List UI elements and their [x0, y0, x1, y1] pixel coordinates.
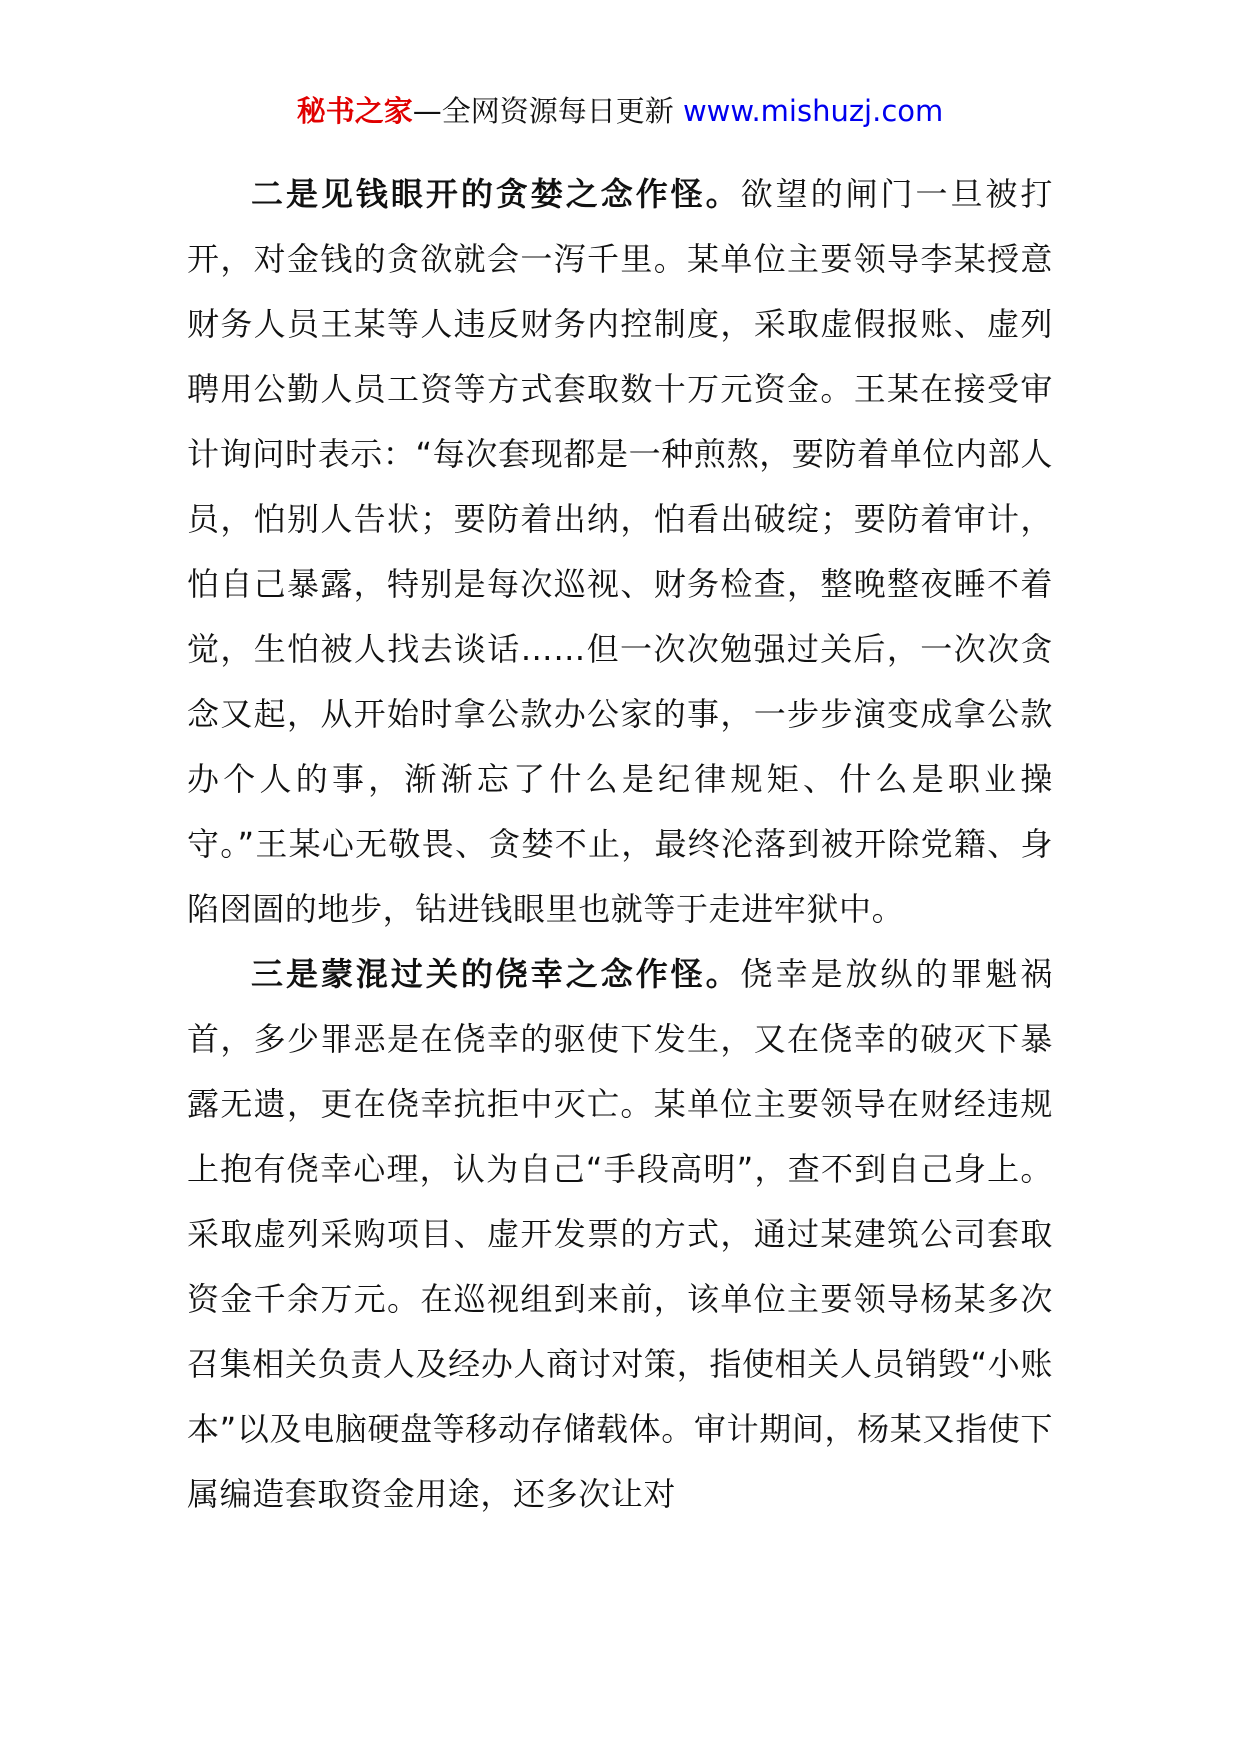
site-tagline: —全网资源每日更新 [412, 94, 683, 128]
site-url[interactable]: www.mishuzj.com [682, 94, 944, 128]
site-brand: 秘书之家 [296, 94, 413, 128]
paragraph-lead: 二是见钱眼开的贪婪之念作怪。 [251, 175, 741, 213]
paragraph-text: 欲望的闸门一旦被打开，对金钱的贪欲就会一泻千里。某单位主要领导李某授意财务人员王某等人违反财务内控制度，采取虚假报账、虚列聘用公勤人员工资等方式套取数十万元资金。王某在接受审计询问时表示：“每次套现都是一种煎熬，要防着单位内部人员，怕别人告状；要防着出纳，怕看出破绽；要防着审计，怕自己暴露，特别是每次巡视、财务检查，整晚整夜睡不着觉，生怕被人找去谈话……但一次次勉强过关后，一次次贪念又起，从开始时拿公款办公家的事，一步步演变成拿公款办个人的事，渐渐忘了什么是纪律规矩、什么是职业操守。”王某心无敬畏、贪婪不止，最终沦落到被开除党籍、身陷囹圄的地步，钻进钱眼里也就等于走进牢狱中。 [187, 175, 1054, 928]
paragraph-lead: 三是蒙混过关的侥幸之念作怪。 [251, 955, 741, 993]
paragraph-text: 侥幸是放纵的罪魁祸首，多少罪恶是在侥幸的驱使下发生，又在侥幸的破灭下暴露无遗，更在侥幸抗拒中灭亡。某单位主要领导在财经违规上抱有侥幸心理，认为自己“手段高明”，查不到自己身上。采取虚列采购项目、虚开发票的方式，通过某建筑公司套取资金千余万元。在巡视组到来前，该单位主要领导杨某多次召集相关负责人及经办人商讨对策，指使相关人员销毁“小账本”以及电脑硬盘等移动存储载体。审计期间，杨某又指使下属编造套取资金用途，还多次让对 [187, 955, 1054, 1513]
paragraph [187, 942, 1053, 1527]
site-header [0, 91, 1240, 131]
document-body [187, 162, 1053, 1527]
paragraph [187, 162, 1053, 942]
